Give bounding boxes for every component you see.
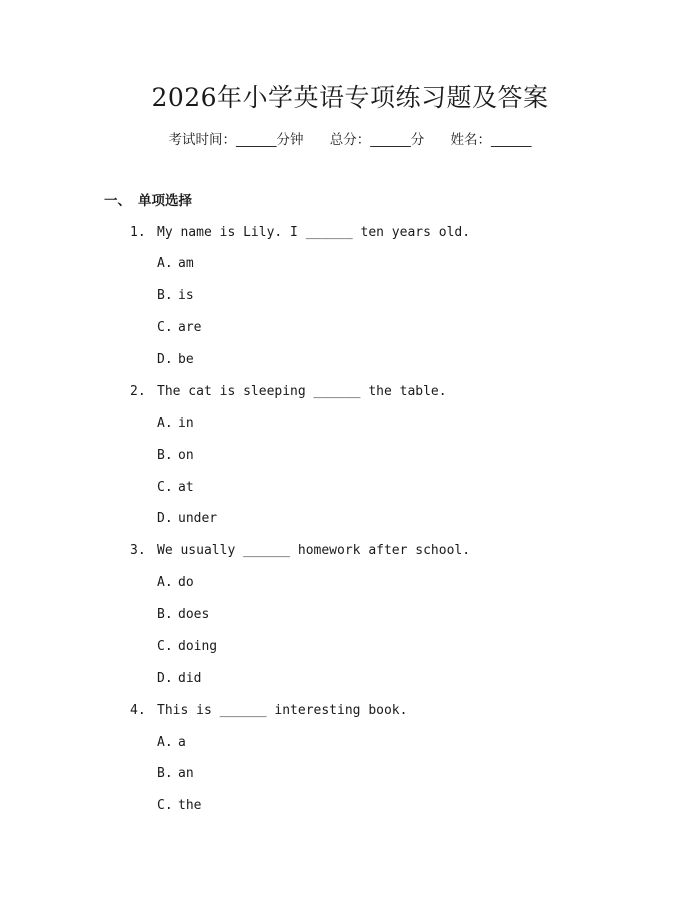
option-text: be: [178, 352, 194, 367]
option-letter: A.: [157, 575, 173, 590]
option-letter: D.: [157, 511, 173, 526]
question-text: The cat is sleeping ______ the table.: [157, 384, 447, 399]
question-number: 2.: [130, 384, 146, 399]
option-letter: C.: [157, 798, 173, 813]
option-letter: A.: [157, 256, 173, 271]
option-text: an: [178, 766, 194, 781]
option-letter: C.: [157, 639, 173, 654]
option-text: are: [178, 320, 202, 335]
question-1: [130, 223, 470, 243]
question-2: [130, 382, 447, 402]
student-name-field: 姓名：______: [450, 132, 532, 148]
total-score-field: 总分：______分: [329, 132, 425, 148]
option-text: on: [178, 448, 194, 463]
option-4b: [157, 764, 194, 784]
option-text: in: [178, 416, 194, 431]
question-text: My name is Lily. I ______ ten years old.: [157, 225, 471, 240]
option-text: under: [178, 511, 218, 526]
question-text: We usually ______ homework after school.: [157, 543, 471, 558]
question-3: [130, 541, 470, 561]
option-letter: A.: [157, 416, 173, 431]
option-2d: [157, 509, 217, 529]
option-text: a: [178, 735, 186, 750]
option-text: the: [178, 798, 202, 813]
question-number: 1.: [130, 225, 146, 240]
option-3a: [157, 573, 194, 593]
option-1a: [157, 254, 194, 274]
option-text: do: [178, 575, 194, 590]
option-letter: D.: [157, 671, 173, 686]
option-letter: C.: [157, 480, 173, 495]
option-3c: [157, 637, 217, 657]
question-number: 3.: [130, 543, 146, 558]
option-2c: [157, 478, 194, 498]
section-heading: [104, 191, 192, 211]
option-1d: [157, 350, 194, 370]
option-letter: B.: [157, 448, 173, 463]
option-4a: [157, 733, 186, 753]
page-title: 2026年小学英语专项练习题及答案: [151, 83, 549, 112]
section-number: 一、: [104, 193, 131, 209]
option-text: am: [178, 256, 194, 271]
option-text: did: [178, 671, 202, 686]
option-2b: [157, 446, 194, 466]
option-4c: [157, 796, 201, 816]
option-letter: B.: [157, 766, 173, 781]
option-2a: [157, 414, 194, 434]
exam-info: [0, 130, 700, 150]
option-3b: [157, 605, 209, 625]
question-text: This is ______ interesting book.: [157, 703, 408, 718]
option-text: does: [178, 607, 210, 622]
option-3d: [157, 669, 201, 689]
question-4: [130, 701, 407, 721]
section-title: 单项选择: [138, 193, 192, 209]
option-1c: [157, 318, 201, 338]
option-letter: D.: [157, 352, 173, 367]
option-text: is: [178, 288, 194, 303]
option-letter: B.: [157, 607, 173, 622]
question-number: 4.: [130, 703, 146, 718]
option-text: at: [178, 480, 194, 495]
option-letter: C.: [157, 320, 173, 335]
exam-time-field: 考试时间：______分钟: [168, 132, 304, 148]
option-1b: [157, 286, 194, 306]
option-text: doing: [178, 639, 218, 654]
option-letter: A.: [157, 735, 173, 750]
option-letter: B.: [157, 288, 173, 303]
